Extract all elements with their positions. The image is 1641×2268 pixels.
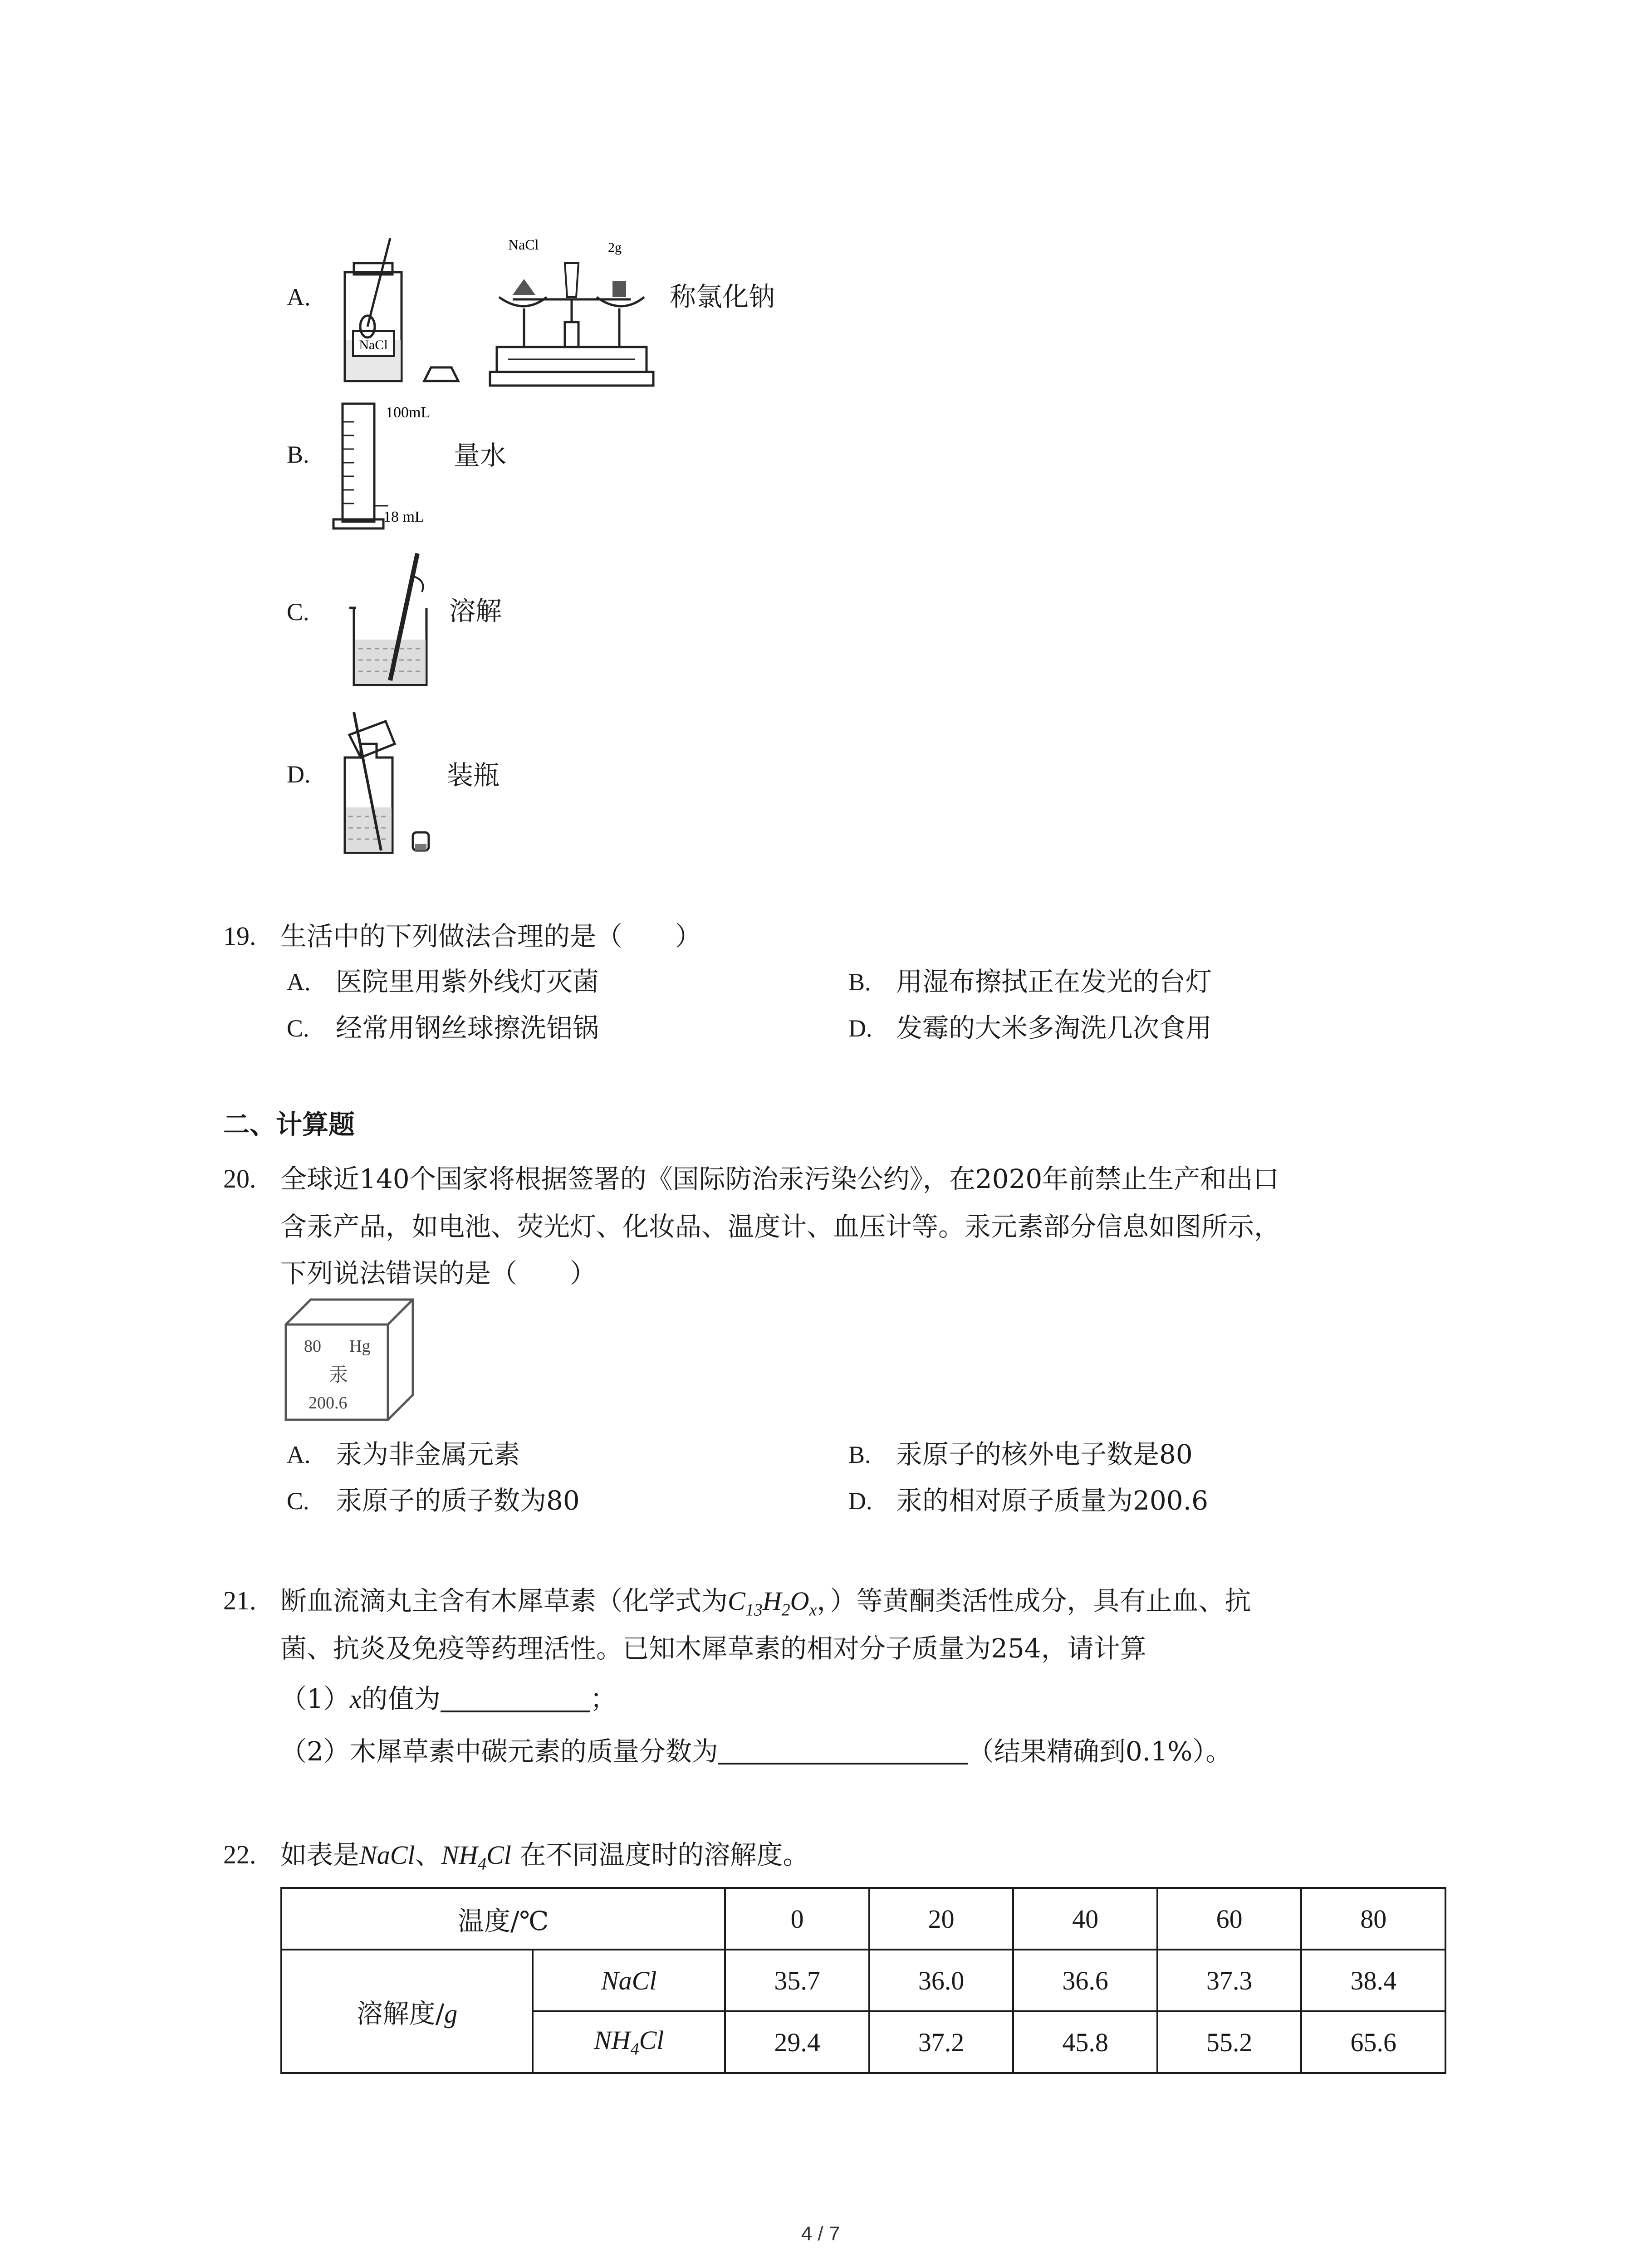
formula-c-sub: 13	[745, 1600, 763, 1620]
table-cell: 35.7	[725, 1950, 869, 2011]
q22-nh4cl-a: NH	[441, 1840, 478, 1870]
q22-stem	[280, 1839, 809, 1874]
q20-option-b-label: B.	[848, 1441, 871, 1468]
q21-sub-2-end: （结果精确到0.1%）。	[967, 1736, 1232, 1767]
balance-left-label: NaCl	[508, 236, 539, 253]
table-row-name: $NH_4Cl$	[533, 2011, 725, 2073]
bottle-label: NaCl	[359, 337, 388, 352]
table-cell: 36.6	[1013, 1950, 1157, 2011]
element-symbol: Hg	[349, 1337, 371, 1356]
q20-line-3: 下列说法错误的是（ ）	[280, 1258, 597, 1289]
table-row-name: NaCl	[533, 1950, 725, 2011]
table-cell: 65.6	[1301, 2011, 1445, 2073]
q22-number: 22.	[223, 1840, 256, 1869]
q22-nh4cl-sub: 4	[478, 1854, 487, 1874]
q21-sub-1	[280, 1685, 617, 1712]
q21-sub-1-index: （1）	[280, 1683, 350, 1714]
table-header-label: 温度/℃	[281, 1888, 725, 1950]
figure-dissolving-beaker	[349, 549, 440, 689]
q19-option-d-label: D.	[848, 1015, 872, 1042]
q20-line-2: 含汞产品，如电池、荧光灯、化妆品、温度计、血压计等。汞元素部分信息如图所示，	[280, 1211, 1281, 1242]
option-c-label: C.	[287, 598, 309, 626]
q19-option-a-label: A.	[287, 968, 311, 996]
balance-illustration	[318, 236, 662, 390]
table-header-row	[281, 1888, 1445, 1950]
table-row	[281, 1950, 1445, 2011]
formula-h: H	[762, 1586, 782, 1616]
table-header-temp: 80	[1301, 1888, 1445, 1950]
page-number: 4 / 7	[801, 2223, 840, 2245]
q21-line-1	[280, 1585, 1251, 1620]
cylinder-reading-label: 18 mL	[383, 508, 424, 525]
pouring-illustration	[336, 708, 445, 857]
q21-number: 21.	[223, 1586, 256, 1615]
element-name: 汞	[329, 1364, 348, 1386]
q20-option-c-text: 汞原子的质子数为80	[336, 1485, 580, 1516]
table-cell: 37.3	[1157, 1950, 1302, 2011]
formula-c: C	[728, 1586, 745, 1616]
q21-sub-1-text: 的值为	[361, 1683, 441, 1714]
option-a-label: A.	[287, 284, 311, 311]
q19-option-c-text: 经常用钢丝球擦洗铝锅	[336, 1012, 599, 1043]
q22-stem-nacl: NaCl	[359, 1840, 415, 1870]
q21-sub-1-var: x	[349, 1684, 362, 1714]
cylinder-illustration	[331, 399, 449, 531]
q22-stem-b: 在不同温度时的溶解度。	[519, 1839, 809, 1870]
q20-option-b-text: 汞原子的核外电子数是80	[896, 1439, 1193, 1470]
q20-option-d-text: 汞的相对原子质量为200.6	[896, 1485, 1209, 1516]
q22-stem-a: 如表是	[280, 1839, 360, 1870]
option-d-caption: 装瓶	[447, 760, 500, 791]
table-cell: 45.8	[1013, 2011, 1157, 2073]
table-cell: 37.2	[869, 2011, 1014, 2073]
q21-line-2: 菌、抗炎及免疫等药理活性。已知木犀草素的相对分子质量为254，请计算	[280, 1633, 1146, 1664]
q20-option-d-label: D.	[848, 1487, 872, 1515]
q19-option-c-label: C.	[287, 1015, 309, 1042]
q19-option-d-text: 发霉的大米多淘洗几次食用	[896, 1012, 1212, 1043]
q19-stem: 生活中的下列做法合理的是（ ）	[280, 921, 702, 952]
q21-line-1-a: 断血流滴丸主含有木犀草素（化学式为	[280, 1585, 728, 1616]
option-d-label: D.	[287, 761, 311, 788]
element-mass: 200.6	[309, 1393, 348, 1413]
solubility-table	[280, 1887, 1446, 2074]
figure-bottling	[336, 708, 445, 857]
element-card-box	[284, 1297, 415, 1422]
section-title: 二、计算题	[223, 1109, 355, 1140]
answer-blank-2[interactable]	[718, 1737, 968, 1765]
option-c-caption: 溶解	[449, 596, 502, 626]
q22-stem-sep: 、	[415, 1839, 441, 1870]
table-header-temp: 20	[869, 1888, 1014, 1950]
q20-option-c-label: C.	[287, 1487, 309, 1515]
q21-sub-2-text: （2）木犀草素中碳元素的质量分数为	[280, 1736, 718, 1767]
formula-o-sub: x	[809, 1600, 817, 1620]
option-b-label: B.	[287, 441, 309, 468]
figure-graduated-cylinder	[331, 399, 449, 531]
q20-option-a-label: A.	[287, 1441, 311, 1468]
table-cell: 38.4	[1301, 1950, 1445, 2011]
option-b-caption: 量水	[454, 440, 507, 471]
q21-sub-2	[280, 1737, 1232, 1765]
q22-nh4cl-b: Cl	[486, 1840, 511, 1870]
table-cell: 36.0	[869, 1950, 1014, 2011]
table-cell: 29.4	[725, 2011, 869, 2073]
option-a-caption: 称氯化钠	[670, 281, 775, 312]
beaker-stirring-illustration	[349, 549, 440, 689]
table-header-temp: 60	[1157, 1888, 1302, 1950]
q20-line-1: 全球近140个国家将根据签署的《国际防治汞污染公约》，在2020年前禁止生产和出口	[280, 1163, 1279, 1194]
cylinder-volume-label: 100mL	[386, 404, 431, 421]
q19-number: 19.	[223, 921, 256, 951]
table-header-temp: 40	[1013, 1888, 1157, 1950]
q19-option-b-text: 用湿布擦拭正在发光的台灯	[896, 966, 1212, 997]
q21-sub-1-end: ；	[590, 1683, 617, 1714]
element-atomic-number: 80	[304, 1337, 321, 1356]
q22-stem-nh4cl	[441, 1840, 511, 1874]
q21-line-1-b: ，）等黄酮类活性成分，具有止血、抗	[817, 1585, 1251, 1616]
table-header-temp: 0	[725, 1888, 869, 1950]
formula-h-sub: 2	[781, 1600, 790, 1620]
balance-right-label: 2g	[608, 240, 622, 255]
q19-option-a-text: 医院里用紫外线灯灭菌	[336, 966, 599, 997]
q20-number: 20.	[223, 1164, 256, 1193]
figure-weighing-nacl	[318, 236, 662, 390]
mercury-element-card	[284, 1297, 415, 1422]
chemical-formula	[728, 1586, 817, 1620]
q20-option-a-text: 汞为非金属元素	[336, 1439, 520, 1470]
q19-option-b-label: B.	[848, 968, 871, 996]
answer-blank-1[interactable]	[441, 1685, 590, 1712]
table-cell: 55.2	[1157, 2011, 1302, 2073]
formula-o: O	[790, 1586, 809, 1616]
table-row-group-label: 溶解度/g	[281, 1950, 533, 2073]
